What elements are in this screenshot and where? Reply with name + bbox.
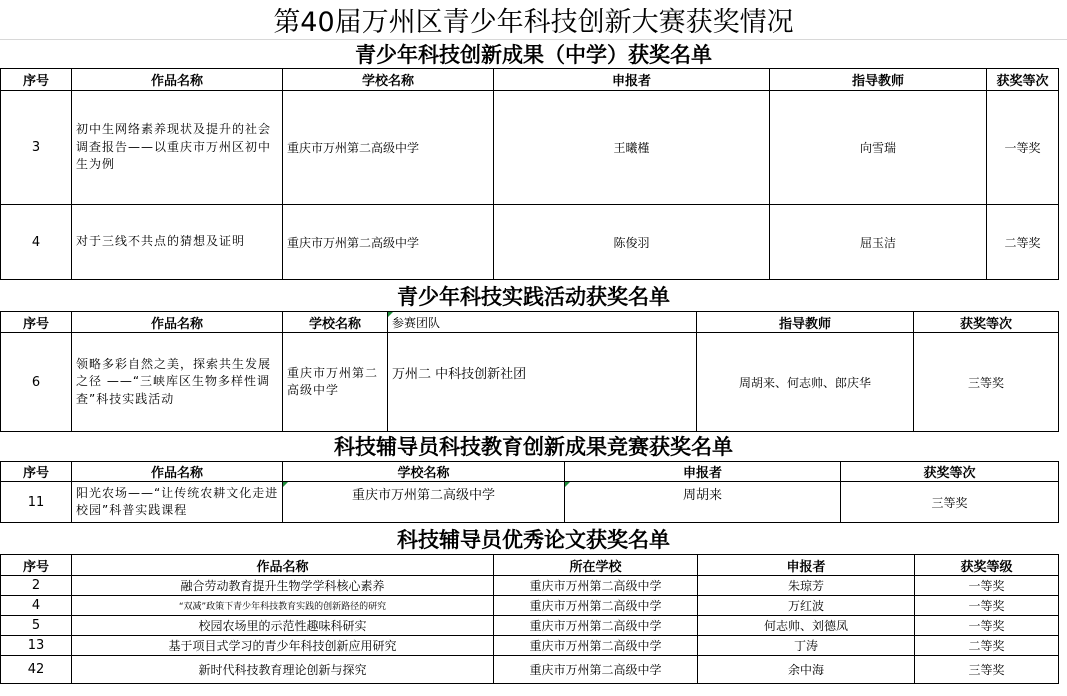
cell-award: 一等奖 xyxy=(987,91,1059,205)
section-title-innovation-results: 青少年科技创新成果（中学）获奖名单 xyxy=(355,42,712,67)
cell-work-name: 阳光农场——“让传统农耕文化走进校园”科普实践课程 xyxy=(72,482,283,523)
cell-work-name: 领略多彩自然之美，探索共生发展之径 ——“三峡库区生物多样性调查”科技实践活动 xyxy=(72,333,283,432)
cell-teacher: 周胡来、何志帅、郎庆华 xyxy=(697,333,914,432)
cell-school: 重庆市万州第二高级中学 xyxy=(494,616,698,636)
cell-school: 重庆市万州第二高级中学 xyxy=(283,482,565,523)
cell-work-name: 融合劳动教育提升生物学学科核心素养 xyxy=(72,576,494,596)
header-award: 获奖等次 xyxy=(914,312,1059,333)
header-seq: 序号 xyxy=(1,462,72,482)
cell-seq: 42 xyxy=(1,656,72,684)
table-row xyxy=(1,636,1059,656)
table-row xyxy=(1,482,1059,523)
cell-work-name: 对于三线不共点的猜想及证明 xyxy=(72,205,283,280)
header-award: 获奖等次 xyxy=(841,462,1059,482)
header-school: 所在学校 xyxy=(494,555,698,576)
cell-applicant: 何志帅、刘德凤 xyxy=(698,616,915,636)
cell-school: 重庆市万州第二高级中学 xyxy=(494,636,698,656)
cell-applicant: 丁涛 xyxy=(698,636,915,656)
header-seq: 序号 xyxy=(1,312,72,333)
table-header-row xyxy=(1,312,1059,333)
table-row xyxy=(1,91,1059,205)
cell-applicant: 余中海 xyxy=(698,656,915,684)
table-row xyxy=(1,596,1059,616)
header-school: 学校名称 xyxy=(283,69,494,91)
cell-school: 重庆市万州第二高级中学 xyxy=(283,91,494,205)
table-row xyxy=(1,616,1059,636)
cell-teacher: 向雪瑞 xyxy=(770,91,987,205)
cell-school: 重庆市万州第二高级中学 xyxy=(494,596,698,616)
cell-seq: 6 xyxy=(1,333,72,432)
cell-award: 三等奖 xyxy=(841,482,1059,523)
cell-seq: 5 xyxy=(1,616,72,636)
cell-school: 重庆市万州第二高级中学 xyxy=(494,576,698,596)
education-innovation-table xyxy=(0,461,1059,523)
cell-award: 三等奖 xyxy=(914,333,1059,432)
cell-seq: 3 xyxy=(1,91,72,205)
cell-seq: 4 xyxy=(1,205,72,280)
header-work-name: 作品名称 xyxy=(72,555,494,576)
cell-applicant: 周胡来 xyxy=(565,482,841,523)
cell-award: 一等奖 xyxy=(915,616,1059,636)
table-header-row xyxy=(1,69,1059,91)
cell-award: 二等奖 xyxy=(915,636,1059,656)
cell-seq: 11 xyxy=(1,482,72,523)
cell-school: 重庆市万州第二高级中学 xyxy=(494,656,698,684)
cell-award: 二等奖 xyxy=(987,205,1059,280)
cell-applicant: 王曦槿 xyxy=(494,91,770,205)
cell-seq: 2 xyxy=(1,576,72,596)
header-teacher: 指导教师 xyxy=(770,69,987,91)
practice-activity-table xyxy=(0,311,1059,432)
cell-team: 万州二 中科技创新社团 xyxy=(388,333,697,432)
header-applicant: 申报者 xyxy=(698,555,915,576)
innovation-results-table xyxy=(0,68,1059,280)
header-work-name: 作品名称 xyxy=(72,312,283,333)
cell-seq: 13 xyxy=(1,636,72,656)
cell-applicant: 万红波 xyxy=(698,596,915,616)
excellent-papers-table xyxy=(0,554,1059,684)
cell-school: 重庆市万州第二高级中学 xyxy=(283,333,388,432)
section-title-excellent-papers: 科技辅导员优秀论文获奖名单 xyxy=(397,527,670,552)
table-header-row xyxy=(1,462,1059,482)
cell-applicant: 朱琼芳 xyxy=(698,576,915,596)
cell-school: 重庆市万州第二高级中学 xyxy=(283,205,494,280)
page-title: 第40届万州区青少年科技创新大赛获奖情况 xyxy=(0,0,1067,40)
cell-work-name: 新时代科技教育理论创新与探究 xyxy=(72,656,494,684)
header-applicant: 申报者 xyxy=(494,69,770,91)
cell-award: 一等奖 xyxy=(915,576,1059,596)
table-header-row xyxy=(1,555,1059,576)
header-team: 参赛团队 xyxy=(388,312,697,333)
table-row xyxy=(1,656,1059,684)
section-title-practice-activity: 青少年科技实践活动获奖名单 xyxy=(397,284,670,309)
header-work-name: 作品名称 xyxy=(72,69,283,91)
cell-teacher: 屈玉洁 xyxy=(770,205,987,280)
cell-work-name: 初中生网络素养现状及提升的社会调查报告——以重庆市万州区初中生为例 xyxy=(72,91,283,205)
cell-seq: 4 xyxy=(1,596,72,616)
header-work-name: 作品名称 xyxy=(72,462,283,482)
header-award: 获奖等级 xyxy=(915,555,1059,576)
header-teacher: 指导教师 xyxy=(697,312,914,333)
cell-work-name: 校园农场里的示范性趣味科研实 xyxy=(72,616,494,636)
section-title-education-innovation: 科技辅导员科技教育创新成果竞赛获奖名单 xyxy=(334,434,733,459)
header-seq: 序号 xyxy=(1,555,72,576)
cell-work-name: “双减”政策下青少年科技教育实践的创新路径的研究 xyxy=(72,596,494,616)
header-school: 学校名称 xyxy=(283,312,388,333)
header-seq: 序号 xyxy=(1,69,72,91)
table-row xyxy=(1,576,1059,596)
cell-award: 三等奖 xyxy=(915,656,1059,684)
header-applicant: 申报者 xyxy=(565,462,841,482)
cell-applicant: 陈俊羽 xyxy=(494,205,770,280)
cell-award: 一等奖 xyxy=(915,596,1059,616)
table-row xyxy=(1,205,1059,280)
cell-work-name: 基于项目式学习的青少年科技创新应用研究 xyxy=(72,636,494,656)
table-row xyxy=(1,333,1059,432)
header-award: 获奖等次 xyxy=(987,69,1059,91)
header-school: 学校名称 xyxy=(283,462,565,482)
